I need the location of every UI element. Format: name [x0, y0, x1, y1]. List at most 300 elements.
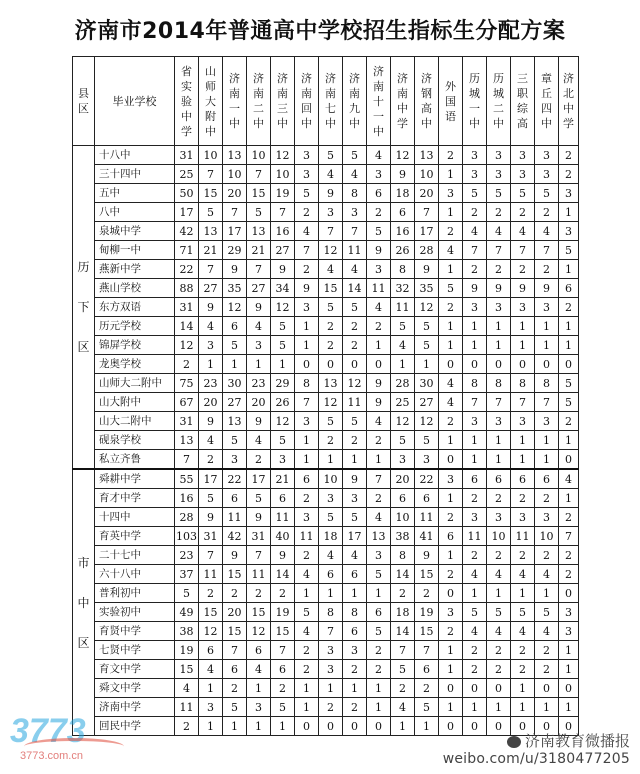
quota-cell: 5 — [247, 203, 271, 222]
quota-cell: 2 — [559, 165, 579, 184]
quota-cell: 7 — [199, 165, 223, 184]
quota-cell: 7 — [223, 641, 247, 660]
quota-cell: 0 — [319, 355, 343, 374]
quota-cell: 3 — [463, 146, 487, 165]
allocation-table — [72, 56, 579, 736]
quota-cell: 4 — [535, 565, 559, 584]
quota-cell: 7 — [463, 241, 487, 260]
quota-cell: 1 — [535, 336, 559, 355]
quota-cell: 8 — [487, 374, 511, 393]
column-header: 省实验中学 — [175, 57, 199, 146]
quota-cell: 2 — [343, 698, 367, 717]
table-row — [73, 336, 579, 355]
quota-cell: 1 — [439, 165, 463, 184]
quota-cell: 0 — [559, 355, 579, 374]
quota-cell: 10 — [271, 165, 295, 184]
quota-cell: 2 — [223, 584, 247, 603]
quota-cell: 1 — [487, 431, 511, 450]
quota-cell: 6 — [511, 469, 535, 489]
quota-cell: 9 — [367, 393, 391, 412]
quota-cell: 5 — [463, 184, 487, 203]
quota-cell: 2 — [463, 260, 487, 279]
table-row — [73, 469, 579, 489]
quota-cell: 15 — [247, 603, 271, 622]
quota-cell: 7 — [319, 222, 343, 241]
column-header: 济南回中 — [295, 57, 319, 146]
quota-cell: 2 — [511, 203, 535, 222]
quota-cell: 3 — [439, 469, 463, 489]
quota-cell: 18 — [319, 527, 343, 546]
quota-cell: 5 — [295, 603, 319, 622]
quota-cell: 1 — [511, 317, 535, 336]
quota-cell: 21 — [271, 469, 295, 489]
quota-cell: 0 — [439, 717, 463, 736]
school-name-cell: 育文中学 — [95, 660, 175, 679]
column-header: 济南九中 — [343, 57, 367, 146]
quota-cell: 2 — [247, 584, 271, 603]
quota-cell: 22 — [175, 260, 199, 279]
table-body — [73, 146, 579, 736]
quota-cell: 1 — [367, 336, 391, 355]
quota-cell: 9 — [199, 298, 223, 317]
quota-cell: 10 — [223, 165, 247, 184]
quota-cell: 3 — [559, 222, 579, 241]
quota-cell: 7 — [175, 450, 199, 470]
quota-cell: 4 — [463, 565, 487, 584]
quota-cell: 4 — [367, 146, 391, 165]
quota-cell: 3 — [511, 412, 535, 431]
quota-cell: 28 — [175, 508, 199, 527]
column-header: 济南中学 — [391, 57, 415, 146]
quota-cell: 5 — [511, 603, 535, 622]
quota-cell: 2 — [535, 203, 559, 222]
school-name-cell: 八中 — [95, 203, 175, 222]
quota-cell: 2 — [463, 660, 487, 679]
quota-cell: 3 — [511, 508, 535, 527]
quota-cell: 5 — [415, 431, 439, 450]
quota-cell: 7 — [343, 222, 367, 241]
quota-cell: 71 — [175, 241, 199, 260]
quota-cell: 27 — [247, 279, 271, 298]
quota-cell: 11 — [295, 527, 319, 546]
quota-cell: 12 — [391, 412, 415, 431]
quota-cell: 3 — [511, 146, 535, 165]
quota-cell: 42 — [223, 527, 247, 546]
quota-cell: 7 — [319, 622, 343, 641]
quota-cell: 8 — [511, 374, 535, 393]
quota-cell: 9 — [271, 260, 295, 279]
quota-cell: 3 — [487, 298, 511, 317]
quota-cell: 1 — [199, 679, 223, 698]
table-row — [73, 508, 579, 527]
quota-cell: 12 — [247, 622, 271, 641]
quota-cell: 1 — [463, 450, 487, 470]
quota-cell: 6 — [247, 641, 271, 660]
table-row — [73, 298, 579, 317]
quota-cell: 2 — [511, 660, 535, 679]
quota-cell: 16 — [175, 489, 199, 508]
quota-cell: 4 — [487, 222, 511, 241]
school-name-cell: 泉城中学 — [95, 222, 175, 241]
quota-cell: 1 — [295, 431, 319, 450]
quota-cell: 12 — [391, 146, 415, 165]
quota-cell: 27 — [271, 241, 295, 260]
school-name-cell: 山师大二附中 — [95, 374, 175, 393]
quota-cell: 3 — [343, 641, 367, 660]
quota-cell: 10 — [535, 527, 559, 546]
quota-cell: 1 — [319, 450, 343, 470]
quota-cell: 1 — [559, 660, 579, 679]
quota-cell: 1 — [295, 698, 319, 717]
quota-cell: 14 — [175, 317, 199, 336]
column-header: 济钢高中 — [415, 57, 439, 146]
quota-cell: 3 — [223, 450, 247, 470]
column-header: 济南七中 — [319, 57, 343, 146]
quota-cell: 1 — [247, 355, 271, 374]
quota-cell: 42 — [175, 222, 199, 241]
quota-cell: 1 — [367, 450, 391, 470]
quota-cell: 28 — [415, 241, 439, 260]
school-name-cell: 燕山学校 — [95, 279, 175, 298]
quota-cell: 27 — [199, 279, 223, 298]
table-row — [73, 584, 579, 603]
quota-cell: 6 — [223, 489, 247, 508]
quota-cell: 3 — [367, 546, 391, 565]
quota-cell: 7 — [511, 393, 535, 412]
quota-cell: 4 — [319, 260, 343, 279]
quota-cell: 4 — [295, 622, 319, 641]
quota-cell: 2 — [511, 546, 535, 565]
quota-cell: 17 — [343, 527, 367, 546]
quota-cell: 13 — [223, 412, 247, 431]
table-row — [73, 222, 579, 241]
quota-cell: 15 — [175, 660, 199, 679]
quota-cell: 32 — [391, 279, 415, 298]
table-row — [73, 393, 579, 412]
quota-cell: 1 — [415, 355, 439, 374]
quota-cell: 3 — [247, 698, 271, 717]
quota-cell: 11 — [343, 241, 367, 260]
quota-cell: 23 — [175, 546, 199, 565]
weibo-url: weibo.com/u/3180477205 — [442, 751, 630, 767]
quota-cell: 1 — [439, 660, 463, 679]
quota-cell: 5 — [271, 336, 295, 355]
column-header: 三职综高 — [511, 57, 535, 146]
quota-cell: 10 — [487, 527, 511, 546]
quota-cell: 1 — [487, 584, 511, 603]
quota-cell: 10 — [247, 146, 271, 165]
quota-cell: 6 — [559, 279, 579, 298]
quota-cell: 3 — [535, 298, 559, 317]
column-header: 山师大附中 — [199, 57, 223, 146]
quota-cell: 1 — [247, 679, 271, 698]
quota-cell: 1 — [487, 317, 511, 336]
quota-cell: 9 — [247, 508, 271, 527]
quota-cell: 11 — [415, 508, 439, 527]
quota-cell: 4 — [463, 222, 487, 241]
column-header: 济南十一中 — [367, 57, 391, 146]
quota-cell: 1 — [223, 355, 247, 374]
quota-cell: 4 — [511, 222, 535, 241]
quota-cell: 1 — [295, 584, 319, 603]
quota-cell: 2 — [319, 336, 343, 355]
table-row — [73, 603, 579, 622]
quota-cell: 1 — [559, 203, 579, 222]
quota-cell: 8 — [343, 184, 367, 203]
quota-cell: 1 — [439, 260, 463, 279]
school-name-cell: 六十八中 — [95, 565, 175, 584]
quota-cell: 14 — [391, 565, 415, 584]
quota-cell: 2 — [463, 641, 487, 660]
quota-cell: 4 — [535, 222, 559, 241]
quota-cell: 0 — [343, 717, 367, 736]
quota-cell: 0 — [487, 679, 511, 698]
quota-cell: 6 — [343, 622, 367, 641]
quota-cell: 3 — [295, 412, 319, 431]
quota-cell: 10 — [391, 508, 415, 527]
table-row — [73, 546, 579, 565]
quota-cell: 1 — [535, 698, 559, 717]
quota-cell: 12 — [343, 374, 367, 393]
quota-cell: 4 — [247, 660, 271, 679]
quota-cell: 5 — [415, 317, 439, 336]
quota-cell: 13 — [415, 146, 439, 165]
quota-cell: 34 — [271, 279, 295, 298]
quota-cell: 0 — [295, 717, 319, 736]
quota-cell: 12 — [319, 393, 343, 412]
school-name-cell: 砚泉学校 — [95, 431, 175, 450]
quota-cell: 15 — [199, 184, 223, 203]
quota-cell: 18 — [391, 603, 415, 622]
quota-cell: 3 — [199, 698, 223, 717]
quota-cell: 30 — [223, 374, 247, 393]
quota-cell: 5 — [535, 184, 559, 203]
quota-cell: 2 — [463, 203, 487, 222]
quota-cell: 2 — [367, 317, 391, 336]
quota-cell: 29 — [271, 374, 295, 393]
quota-cell: 9 — [223, 260, 247, 279]
quota-cell: 7 — [271, 203, 295, 222]
quota-cell: 2 — [439, 222, 463, 241]
table-row — [73, 279, 579, 298]
quota-cell: 4 — [295, 222, 319, 241]
quota-cell: 11 — [223, 508, 247, 527]
quota-cell: 2 — [463, 489, 487, 508]
quota-cell: 1 — [271, 717, 295, 736]
column-header: 章丘四中 — [535, 57, 559, 146]
quota-cell: 1 — [535, 584, 559, 603]
quota-cell: 2 — [271, 679, 295, 698]
quota-cell: 5 — [463, 603, 487, 622]
quota-cell: 5 — [415, 336, 439, 355]
quota-cell: 5 — [487, 184, 511, 203]
site-watermark — [10, 712, 160, 768]
quota-cell: 6 — [415, 489, 439, 508]
school-name-cell: 山大二附中 — [95, 412, 175, 431]
quota-cell: 1 — [439, 203, 463, 222]
quota-cell: 15 — [247, 184, 271, 203]
quota-cell: 2 — [199, 450, 223, 470]
quota-cell: 20 — [223, 603, 247, 622]
quota-cell: 9 — [295, 279, 319, 298]
quota-cell: 4 — [199, 660, 223, 679]
school-name-cell: 普利初中 — [95, 584, 175, 603]
quota-cell: 6 — [295, 469, 319, 489]
weibo-account — [443, 730, 630, 751]
quota-cell: 5 — [391, 660, 415, 679]
table-row — [73, 450, 579, 470]
district-cell: 市中区 — [73, 469, 95, 736]
quota-cell: 7 — [295, 241, 319, 260]
quota-cell: 7 — [271, 641, 295, 660]
quota-cell: 20 — [223, 184, 247, 203]
table-row — [73, 660, 579, 679]
quota-cell: 13 — [247, 222, 271, 241]
quota-cell: 1 — [295, 450, 319, 470]
quota-cell: 3 — [463, 412, 487, 431]
quota-cell: 1 — [511, 336, 535, 355]
school-name-cell: 甸柳一中 — [95, 241, 175, 260]
quota-cell: 1 — [439, 546, 463, 565]
quota-cell: 88 — [175, 279, 199, 298]
school-name-cell: 十八中 — [95, 146, 175, 165]
quota-cell: 4 — [439, 241, 463, 260]
quota-cell: 3 — [535, 412, 559, 431]
quota-cell: 0 — [439, 679, 463, 698]
quota-cell: 11 — [463, 527, 487, 546]
quota-cell: 15 — [415, 622, 439, 641]
district-cell: 历下区 — [73, 146, 95, 470]
quota-cell: 0 — [559, 717, 579, 736]
quota-cell: 4 — [247, 431, 271, 450]
quota-cell: 19 — [175, 641, 199, 660]
quota-cell: 8 — [463, 374, 487, 393]
quota-cell: 1 — [367, 679, 391, 698]
table-row — [73, 374, 579, 393]
quota-cell: 12 — [271, 146, 295, 165]
quota-cell: 20 — [199, 393, 223, 412]
quota-cell: 0 — [343, 355, 367, 374]
quota-cell: 2 — [295, 641, 319, 660]
quota-cell: 6 — [367, 184, 391, 203]
quota-cell: 19 — [271, 184, 295, 203]
quota-cell: 6 — [391, 203, 415, 222]
quota-cell: 4 — [343, 546, 367, 565]
quota-cell: 28 — [391, 374, 415, 393]
quota-cell: 0 — [511, 717, 535, 736]
quota-cell: 75 — [175, 374, 199, 393]
quota-cell: 3 — [319, 203, 343, 222]
quota-cell: 2 — [439, 565, 463, 584]
quota-cell: 4 — [175, 679, 199, 698]
table-row — [73, 184, 579, 203]
table-row — [73, 412, 579, 431]
quota-cell: 3 — [271, 450, 295, 470]
quota-cell: 5 — [343, 508, 367, 527]
quota-cell: 11 — [367, 279, 391, 298]
quota-cell: 7 — [535, 393, 559, 412]
quota-cell: 1 — [319, 679, 343, 698]
quota-cell: 9 — [247, 412, 271, 431]
quota-cell: 1 — [295, 317, 319, 336]
quota-cell: 1 — [487, 336, 511, 355]
quota-cell: 7 — [487, 393, 511, 412]
quota-cell: 2 — [295, 660, 319, 679]
quota-cell: 7 — [535, 241, 559, 260]
quota-cell: 1 — [199, 717, 223, 736]
quota-cell: 7 — [415, 641, 439, 660]
quota-cell: 5 — [199, 489, 223, 508]
quota-cell: 67 — [175, 393, 199, 412]
quota-cell: 6 — [223, 317, 247, 336]
quota-cell: 4 — [439, 374, 463, 393]
school-name-cell: 燕新中学 — [95, 260, 175, 279]
quota-cell: 8 — [319, 603, 343, 622]
quota-cell: 5 — [319, 146, 343, 165]
quota-cell: 4 — [439, 393, 463, 412]
quota-cell: 2 — [271, 584, 295, 603]
quota-cell: 4 — [391, 698, 415, 717]
quota-cell: 12 — [175, 336, 199, 355]
quota-cell: 7 — [391, 641, 415, 660]
quota-cell: 40 — [271, 527, 295, 546]
quota-cell: 2 — [295, 489, 319, 508]
quota-cell: 7 — [487, 241, 511, 260]
quota-cell: 10 — [199, 146, 223, 165]
quota-cell: 2 — [367, 431, 391, 450]
quota-cell: 2 — [559, 146, 579, 165]
quota-cell: 1 — [295, 679, 319, 698]
quota-cell: 10 — [319, 469, 343, 489]
quota-cell: 6 — [391, 489, 415, 508]
quota-cell: 7 — [199, 260, 223, 279]
quota-cell: 3 — [463, 165, 487, 184]
quota-cell: 5 — [367, 222, 391, 241]
quota-cell: 55 — [175, 469, 199, 489]
quota-cell: 1 — [367, 584, 391, 603]
quota-cell: 3 — [367, 260, 391, 279]
quota-cell: 5 — [223, 698, 247, 717]
quota-cell: 13 — [175, 431, 199, 450]
quota-cell: 14 — [271, 565, 295, 584]
table-row — [73, 203, 579, 222]
quota-cell: 1 — [559, 336, 579, 355]
quota-cell: 6 — [367, 603, 391, 622]
quota-cell: 50 — [175, 184, 199, 203]
quota-cell: 0 — [535, 355, 559, 374]
quota-cell: 6 — [415, 660, 439, 679]
quota-cell: 11 — [247, 565, 271, 584]
quota-cell: 9 — [535, 279, 559, 298]
quota-cell: 31 — [175, 298, 199, 317]
quota-cell: 16 — [271, 222, 295, 241]
quota-cell: 5 — [559, 374, 579, 393]
quota-cell: 5 — [223, 431, 247, 450]
quota-cell: 15 — [271, 622, 295, 641]
quota-cell: 5 — [391, 317, 415, 336]
quota-cell: 9 — [487, 279, 511, 298]
quota-cell: 9 — [343, 469, 367, 489]
quota-cell: 2 — [439, 508, 463, 527]
quota-cell: 1 — [319, 584, 343, 603]
quota-cell: 12 — [415, 298, 439, 317]
quota-cell: 5 — [271, 317, 295, 336]
quota-cell: 1 — [559, 431, 579, 450]
quota-cell: 5 — [559, 393, 579, 412]
quota-cell: 5 — [439, 279, 463, 298]
quota-cell: 1 — [247, 717, 271, 736]
weibo-watermark — [443, 730, 630, 767]
